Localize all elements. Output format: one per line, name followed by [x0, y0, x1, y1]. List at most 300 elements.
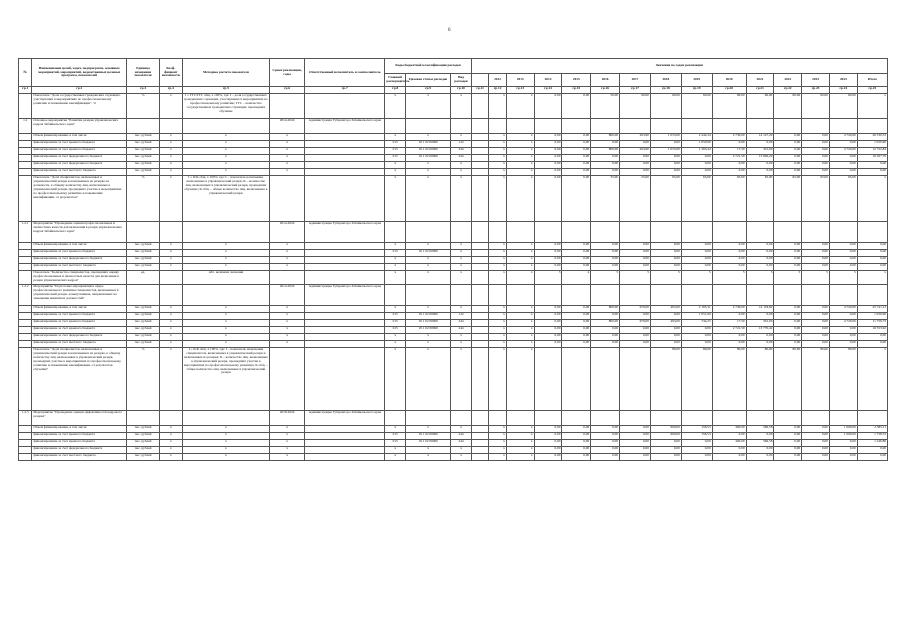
spacer-cell — [471, 94, 488, 119]
grbs-cell: x — [385, 306, 406, 313]
column-index-cell: гр.3 — [127, 87, 160, 94]
vr-cell: 122 — [451, 313, 472, 320]
executor-cell — [305, 257, 385, 264]
method-cell: x — [182, 134, 269, 141]
csr-cell — [405, 222, 450, 243]
value-cell: 0,00 — [712, 250, 746, 257]
value-cell: x — [489, 454, 506, 461]
value-cell: 35,00 — [591, 176, 620, 222]
value-cell: 0,00 — [802, 155, 830, 162]
csr-cell: x — [405, 426, 450, 433]
value-cell: 0,00 — [829, 327, 857, 334]
value-cell — [712, 119, 746, 134]
period-cell: x — [270, 327, 305, 334]
unit-cell: тыс. рублей — [127, 243, 160, 250]
value-cell: 0,00 — [534, 426, 562, 433]
executor-cell: Администрация Губернатора Забайкальского края — [305, 222, 385, 243]
value-cell: 566,58 — [746, 440, 774, 447]
value-cell: 4 — [562, 271, 591, 285]
value-cell: 16 567,79 — [857, 155, 887, 162]
value-cell: 0,00 — [802, 433, 830, 440]
value-cell: 60,00 — [712, 94, 746, 119]
column-index-cell: гр.7 — [305, 87, 385, 94]
period-cell: x — [270, 141, 305, 148]
value-cell: 0,00 — [650, 162, 681, 169]
value-cell — [562, 119, 591, 134]
header-spacer — [471, 74, 488, 87]
value-cell: 0,00 — [802, 334, 830, 341]
value-cell: 0,00 — [829, 141, 857, 148]
value-cell: x — [506, 306, 534, 313]
vr-cell: 244 — [451, 320, 472, 327]
spacer-cell — [471, 243, 488, 250]
row-name-cell: финансирование за счет местного бюджета — [32, 341, 127, 348]
executor-cell — [305, 134, 385, 141]
value-cell: 0,00 — [534, 141, 562, 148]
executor-cell — [305, 341, 385, 348]
period-cell: x — [270, 454, 305, 461]
row-name-cell: Объем финансирования, в том числе: — [32, 243, 127, 250]
value-cell: 0,00 — [681, 155, 712, 162]
period-cell — [270, 271, 305, 285]
value-cell: 800,00 — [591, 306, 620, 313]
value-cell: 5 — [620, 271, 651, 285]
value-cell: 0,00 — [857, 257, 887, 264]
value-cell: 0,00 — [562, 134, 591, 141]
value-cell: 0,00 — [534, 243, 562, 250]
coef-cell — [160, 222, 183, 243]
coef-cell — [160, 285, 183, 306]
method-cell: x — [182, 141, 269, 148]
value-cell: 60,00 — [650, 94, 681, 119]
event-row — [19, 119, 888, 134]
value-cell: 12 722,84 — [857, 148, 887, 155]
value-cell: 0,00 — [681, 341, 712, 348]
value-cell: 0,00 — [562, 313, 591, 320]
value-cell: 0,00 — [802, 250, 830, 257]
vr-cell: x — [451, 454, 472, 461]
vr-cell: 244 — [451, 327, 472, 334]
value-cell: 0,00 — [857, 169, 887, 176]
row-name-cell: финансирование за счет краевого бюджета — [32, 141, 127, 148]
row-name-cell: Объем финансирования, в том числе: — [32, 426, 127, 433]
vr-cell: x — [451, 134, 472, 141]
value-cell: 0,00 — [712, 341, 746, 348]
value-cell: 0,00 — [650, 264, 681, 271]
grbs-cell — [385, 222, 406, 243]
value-cell — [712, 222, 746, 243]
value-cell: 0,00 — [746, 264, 774, 271]
value-cell — [712, 285, 746, 306]
method-cell: Абс. величина значения — [182, 271, 269, 285]
value-cell: 4 720,00 — [829, 306, 857, 313]
vr-cell: x — [451, 426, 472, 433]
csr-cell: 19 1 02 00000 — [405, 141, 450, 148]
value-cell: 0,00 — [829, 341, 857, 348]
header-executor: Ответственный исполнитель и соисполнитель — [305, 59, 385, 87]
value-cell: x — [489, 134, 506, 141]
row-number-cell — [19, 155, 32, 162]
grbs-cell: 015 — [385, 155, 406, 162]
row-name-cell: финансирование за счет краевого бюджета — [32, 250, 127, 257]
header-csr: Целевая статья расходов — [405, 74, 450, 87]
value-cell: 0,00 — [802, 134, 830, 141]
value-cell: x — [506, 327, 534, 334]
executor-cell — [305, 433, 385, 440]
header-year: 2017 — [620, 74, 651, 87]
executor-cell — [305, 176, 385, 222]
value-cell: 0,00 — [712, 447, 746, 454]
value-cell: 0,00 — [562, 440, 591, 447]
unit-cell: тыс. рублей — [127, 433, 160, 440]
value-cell — [591, 119, 620, 134]
value-cell: 0,00 — [534, 433, 562, 440]
executor-cell — [305, 348, 385, 411]
value-cell: 60,00 — [774, 94, 802, 119]
period-cell: 2014-2024 — [270, 119, 305, 134]
spacer-cell — [471, 440, 488, 447]
method-cell: x — [182, 306, 269, 313]
unit-cell: тыс. рублей — [127, 155, 160, 162]
value-cell — [774, 119, 802, 134]
executor-cell — [305, 426, 385, 433]
value-cell — [802, 285, 830, 306]
csr-cell — [405, 285, 450, 306]
value-cell — [489, 222, 506, 243]
value-cell: x — [506, 169, 534, 176]
value-cell: x — [489, 348, 506, 411]
event-row — [19, 271, 888, 285]
value-cell: 4 720,00 — [829, 134, 857, 141]
executor-cell — [305, 243, 385, 250]
value-cell — [620, 119, 651, 134]
header-year: 2016 — [591, 74, 620, 87]
spacer-cell — [471, 271, 488, 285]
row-number-cell — [19, 334, 32, 341]
value-cell: 0,00 — [746, 162, 774, 169]
period-cell — [270, 176, 305, 222]
header-year: 2014 — [534, 74, 562, 87]
vr-cell — [451, 119, 472, 134]
value-cell: 1 033,00 — [650, 134, 681, 141]
spacer-cell — [471, 134, 488, 141]
value-cell: 0,00 — [746, 433, 774, 440]
value-cell: 0,00 — [562, 148, 591, 155]
value-cell: 0,00 — [681, 264, 712, 271]
row-name-cell: финансирование за счет федерального бюджета — [32, 257, 127, 264]
value-cell: 50,00 — [591, 94, 620, 119]
value-cell: 0,00 — [857, 250, 887, 257]
value-cell — [746, 222, 774, 243]
value-cell: 0,00 — [562, 162, 591, 169]
value-cell — [681, 411, 712, 426]
spacer-cell — [471, 285, 488, 306]
value-cell — [774, 285, 802, 306]
value-cell — [562, 222, 591, 243]
column-index-cell: гр.13 — [506, 87, 534, 94]
executor-cell — [305, 141, 385, 148]
csr-cell: x — [405, 243, 450, 250]
unit-cell — [127, 119, 160, 134]
value-cell — [506, 222, 534, 243]
header-year: 2012 — [489, 74, 506, 87]
row-name-cell: финансирование за счет краевого бюджета — [32, 433, 127, 440]
row-number-cell — [19, 447, 32, 454]
coef-cell: x — [160, 243, 183, 250]
value-cell: 0,00 — [562, 94, 591, 119]
value-cell: 80,00 — [650, 348, 681, 411]
value-cell: x — [506, 348, 534, 411]
executor-cell — [305, 94, 385, 119]
value-cell: 65,00 — [802, 176, 830, 222]
period-cell: x — [270, 257, 305, 264]
grbs-cell: x — [385, 454, 406, 461]
grbs-cell: 015 — [385, 440, 406, 447]
value-cell: 1 246,86 — [857, 440, 887, 447]
value-cell — [489, 411, 506, 426]
value-cell: 17,50 — [712, 320, 746, 327]
executor-cell — [305, 306, 385, 313]
grbs-cell: 015 — [385, 320, 406, 327]
value-cell — [829, 222, 857, 243]
value-cell — [506, 285, 534, 306]
value-cell: 263,90 — [620, 148, 651, 155]
value-cell: x — [489, 334, 506, 341]
value-cell: x — [506, 433, 534, 440]
executor-cell: Администрация Губернатора Забайкальского края — [305, 285, 385, 306]
row-number-cell — [19, 264, 32, 271]
value-cell: 0,00 — [620, 426, 651, 433]
row-number-cell: 1.2.3 — [19, 411, 32, 426]
grbs-cell: x — [385, 264, 406, 271]
value-cell: 16 553,92 — [857, 327, 887, 334]
value-cell: 0,00 — [562, 176, 591, 222]
value-cell: x — [489, 250, 506, 257]
column-index-cell: гр.16 — [591, 87, 620, 94]
value-cell: 0,00 — [774, 243, 802, 250]
coef-cell: x — [160, 264, 183, 271]
value-cell: 2 185,31 — [681, 306, 712, 313]
grbs-cell — [385, 411, 406, 426]
value-cell — [489, 119, 506, 134]
value-cell: 0,00 — [829, 264, 857, 271]
value-cell: x — [489, 433, 506, 440]
csr-cell: x — [405, 454, 450, 461]
value-cell: 0,00 — [802, 243, 830, 250]
method-cell — [182, 411, 269, 426]
vr-cell: 122 — [451, 141, 472, 148]
spacer-cell — [471, 341, 488, 348]
value-cell: 0,00 — [620, 454, 651, 461]
value-cell: 0,00 — [829, 454, 857, 461]
value-cell: 0,00 — [712, 454, 746, 461]
coef-cell: x — [160, 447, 183, 454]
method-cell: x — [182, 313, 269, 320]
grbs-cell: x — [385, 243, 406, 250]
value-cell — [774, 411, 802, 426]
method-cell: x — [182, 341, 269, 348]
value-cell — [562, 348, 591, 411]
row-name-cell: финансирование за счет краевого бюджета — [32, 327, 127, 334]
csr-cell: 19 1 02 00000 — [405, 250, 450, 257]
coef-cell — [160, 271, 183, 285]
event-row — [19, 222, 888, 243]
value-cell: 0,00 — [650, 169, 681, 176]
value-cell: 0,00 — [591, 313, 620, 320]
header-year: 2018 — [650, 74, 681, 87]
unit-cell — [127, 411, 160, 426]
value-cell: 65,00 — [650, 176, 681, 222]
method-cell: x — [182, 155, 269, 162]
column-index-cell: гр.25 — [857, 87, 887, 94]
value-cell: 0,00 — [774, 454, 802, 461]
value-cell: x — [489, 341, 506, 348]
vr-cell: x — [451, 257, 472, 264]
row-number-cell — [19, 454, 32, 461]
value-cell: 0,00 — [562, 327, 591, 334]
unit-cell: тыс. рублей — [127, 257, 160, 264]
spacer-cell — [471, 257, 488, 264]
value-cell: 0,00 — [620, 264, 651, 271]
period-cell: x — [270, 320, 305, 327]
value-cell: 0,00 — [774, 334, 802, 341]
header-year: 2020 — [712, 74, 746, 87]
value-cell: 60,00 — [746, 94, 774, 119]
header-year: 2021 — [746, 74, 774, 87]
value-cell: 0,00 — [534, 134, 562, 141]
value-cell: 0,00 — [774, 169, 802, 176]
coef-cell: x — [160, 94, 183, 119]
grbs-cell: 015 — [385, 250, 406, 257]
value-cell: 2 444,34 — [681, 134, 712, 141]
value-cell: 25,00 — [620, 176, 651, 222]
value-cell: 679,00 — [620, 306, 651, 313]
value-cell: 0,00 — [534, 250, 562, 257]
coef-cell: x — [160, 426, 183, 433]
value-cell: 0,00 — [534, 306, 562, 313]
period-cell: x — [270, 433, 305, 440]
method-cell: x — [182, 162, 269, 169]
unit-cell: тыс. рублей — [127, 134, 160, 141]
value-cell: 5 — [681, 271, 712, 285]
value-cell: x — [506, 155, 534, 162]
value-cell: 0,00 — [620, 243, 651, 250]
row-number-cell: 1.2.2 — [19, 285, 32, 306]
value-cell: x — [506, 426, 534, 433]
row-number-cell — [19, 243, 32, 250]
grbs-cell: x — [385, 426, 406, 433]
value-cell — [650, 411, 681, 426]
value-cell: 0,00 — [774, 327, 802, 334]
row-number-cell — [19, 250, 32, 257]
grbs-cell: x — [385, 348, 406, 411]
spacer-cell — [471, 306, 488, 313]
row-name-cell: Показатель "Доля специалистов, включенных в управленческий резерв и назначенных из резерва, к общему количеству лиц, включенных в управленческий резерв, прошедших участие в мероприятиях по профессиональному развитию и повышению квалификации, от результатов обучения" — [32, 348, 127, 411]
value-cell: x — [506, 134, 534, 141]
value-cell: 600,00 — [650, 433, 681, 440]
vr-cell: x — [451, 264, 472, 271]
row-number-cell — [19, 134, 32, 141]
method-cell: x — [182, 447, 269, 454]
coef-cell: x — [160, 148, 183, 155]
value-cell: 0,00 — [534, 440, 562, 447]
value-cell: 263,90 — [620, 134, 651, 141]
value-cell: 0,00 — [712, 433, 746, 440]
row-name-cell: финансирование за счет федерального бюджета — [32, 155, 127, 162]
financing-row — [19, 341, 888, 348]
value-cell: 0,00 — [774, 264, 802, 271]
value-cell: x — [489, 306, 506, 313]
value-cell: 301,00 — [746, 320, 774, 327]
row-name-cell: финансирование за счет федерального бюджета — [32, 162, 127, 169]
column-index-cell: гр.18 — [650, 87, 681, 94]
method-cell — [182, 222, 269, 243]
header-year: 2024 — [829, 74, 857, 87]
value-cell: 0,00 — [712, 162, 746, 169]
value-cell: 0,00 — [620, 440, 651, 447]
unit-cell: % — [127, 176, 160, 222]
value-cell: 600,00 — [650, 426, 681, 433]
row-name-cell: финансирование за счет краевого бюджета — [32, 320, 127, 327]
value-cell: 0,00 — [562, 257, 591, 264]
value-cell: 0,00 — [802, 440, 830, 447]
value-cell: 5 — [591, 271, 620, 285]
value-cell: 0,00 — [562, 306, 591, 313]
value-cell: 0,00 — [857, 162, 887, 169]
value-cell: 0,00 — [829, 447, 857, 454]
value-cell: 1 393,44 — [681, 148, 712, 155]
method-cell: x — [182, 169, 269, 176]
method-cell: x — [182, 433, 269, 440]
period-cell: 2018-2024 — [270, 411, 305, 426]
value-cell: 0,00 — [802, 447, 830, 454]
indicator-row — [19, 176, 888, 222]
value-cell: x — [489, 141, 506, 148]
vr-cell: 244 — [451, 148, 472, 155]
value-cell — [829, 285, 857, 306]
row-number-cell — [19, 94, 32, 119]
value-cell — [506, 411, 534, 426]
value-cell: 0,00 — [591, 155, 620, 162]
value-cell — [857, 411, 887, 426]
value-cell: 0,00 — [802, 306, 830, 313]
value-cell: 0,00 — [534, 148, 562, 155]
vr-cell: x — [451, 447, 472, 454]
value-cell: 60,00 — [681, 94, 712, 119]
value-cell: 5 — [650, 271, 681, 285]
value-cell — [746, 411, 774, 426]
row-name-cell: Показатель "Количество специалистов, прошедших оценку профессиональных и личностных качеств для включения в резерв управленческих кадров" — [32, 271, 127, 285]
unit-cell: тыс. рублей — [127, 169, 160, 176]
value-cell: x — [506, 320, 534, 327]
table-body — [19, 87, 888, 461]
value-cell — [591, 411, 620, 426]
value-cell: x — [506, 440, 534, 447]
csr-cell: x — [405, 341, 450, 348]
value-cell: 0,00 — [534, 162, 562, 169]
vr-cell: x — [451, 169, 472, 176]
value-cell: 0,00 — [712, 264, 746, 271]
value-cell: 0,00 — [857, 341, 887, 348]
value-cell — [857, 222, 887, 243]
spacer-cell — [471, 148, 488, 155]
header-values-group: Значения по годам реализации — [471, 59, 887, 74]
csr-cell: x — [405, 176, 450, 222]
spacer-cell — [471, 162, 488, 169]
header-year: 2022 — [774, 74, 802, 87]
executor-cell — [305, 447, 385, 454]
value-cell: 158,53 — [681, 433, 712, 440]
